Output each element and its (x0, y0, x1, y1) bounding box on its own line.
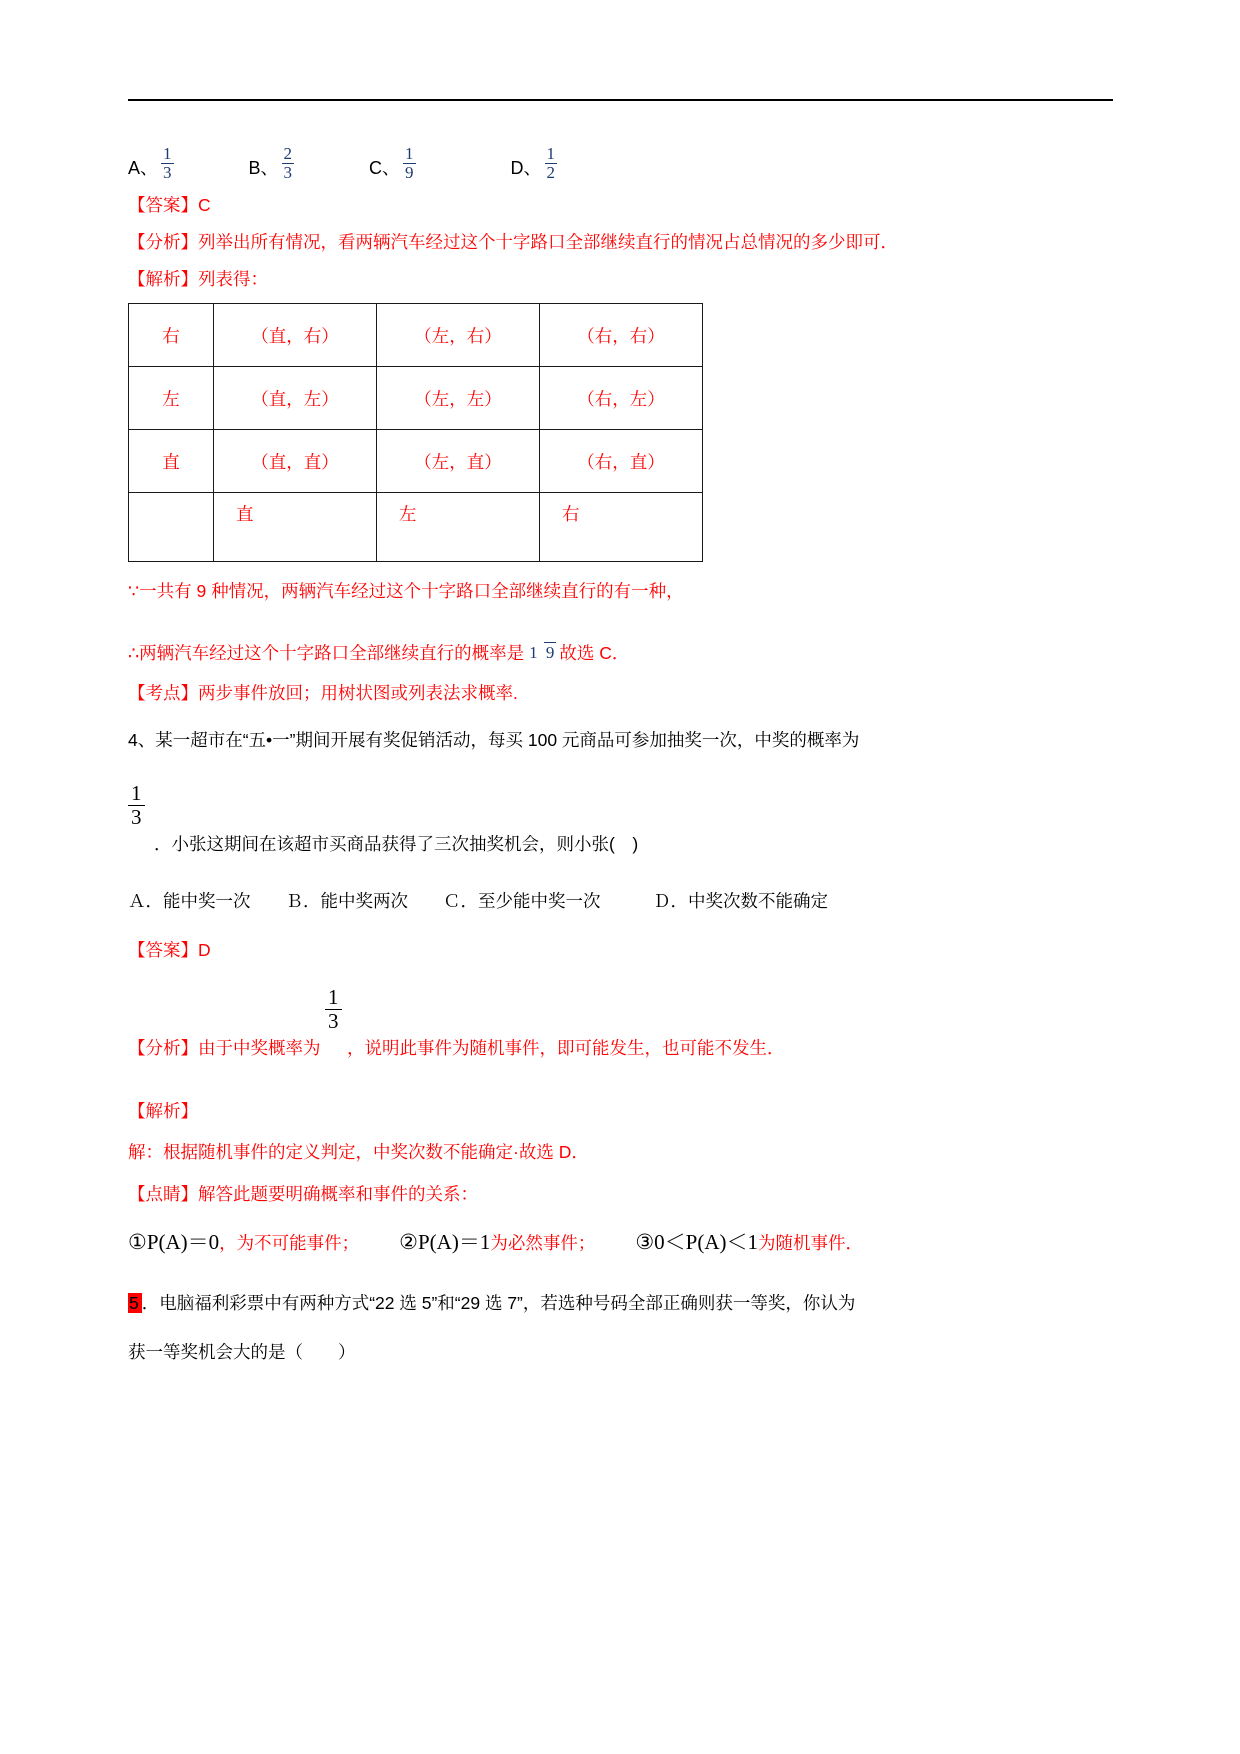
table-cell: （左，左） (377, 367, 540, 430)
q3-option-a-fraction (161, 145, 174, 182)
q4-analysis-row (128, 985, 1118, 1062)
q4-options-line: Ａ．能中奖一次 Ｂ．能中奖两次 Ｃ．至少能中奖一次 Ｄ．中奖次数不能确定 (128, 891, 828, 911)
table-cell: 左 (377, 493, 540, 562)
q4-formula-2: ②P(A)＝1 (399, 1229, 491, 1254)
q3-option-b-label: B、 (248, 158, 279, 178)
q3-option-d-label: D、 (510, 158, 542, 178)
q4-analysis-fraction-numerator: 1 (328, 985, 339, 1010)
q3-option-c-label: C、 (369, 158, 401, 178)
q4-dianjing-line: 【点睛】解答此题要明确概率和事件的关系： (128, 1183, 478, 1204)
document-content (128, 120, 1118, 1380)
q3-option-a-denominator: 3 (163, 162, 172, 182)
q4-formula-row (128, 1226, 1118, 1256)
q5-stem-line-1 (128, 1290, 1118, 1317)
q3-conclusion-count: ∵一共有 9 种情况，两辆汽车经过这个十字路口全部继续直行的有一种， (128, 581, 684, 602)
q3-option-d (511, 145, 561, 182)
q3-option-a-label: A、 (128, 158, 159, 178)
q3-option-a (128, 145, 177, 182)
table-cell: （右，右） (540, 304, 703, 367)
table-row-header: 左 (129, 367, 214, 430)
table-row (129, 493, 703, 562)
q4-analysis-fraction (325, 986, 342, 1033)
q3-outcome-table (128, 303, 703, 562)
q3-conclusion-probability-prefix: ∴两辆汽车经过这个十字路口全部继续直行的概率是 (128, 642, 525, 663)
q3-conclusion-fraction (527, 644, 556, 662)
q3-option-d-fraction (545, 145, 558, 182)
q3-option-a-numerator: 1 (163, 143, 172, 163)
table-row (129, 304, 703, 367)
q4-formula-3: ③0＜P(A)＜1 (635, 1229, 759, 1254)
q3-option-c (369, 145, 419, 182)
q4-formula-3-tail: 为随机事件． (758, 1232, 864, 1253)
table-row-header (129, 493, 214, 562)
q3-analysis-line: 【分析】列举出所有情况，看两辆汽车经过这个十字路口全部继续直行的情况占总情况的多少即可． (128, 232, 898, 253)
q4-stem-line-2: ．小张这期间在该超市买商品获得了三次抽奖机会，则小张( ) (154, 834, 639, 854)
q4-stem-fraction-row (128, 781, 1118, 858)
q4-answer-line: 【答案】D (128, 940, 211, 961)
q5-stem-line-1-text: ．电脑福利彩票中有两种方式“22 选 5”和“29 选 7”，若选种号码全部正确则获一等奖，你认为 (141, 1292, 856, 1313)
q4-analysis-suffix: ，说明此事件为随机事件，即可能发生，也可能不发生． (347, 1038, 785, 1059)
table-row (129, 367, 703, 430)
q4-stem-fraction-denominator: 3 (128, 805, 145, 829)
q3-option-b-denominator: 3 (283, 162, 293, 182)
table-cell: （左，右） (377, 304, 540, 367)
q4-formula-2-tail: 为必然事件； (490, 1232, 596, 1253)
q3-conclusion-fraction-denominator: 9 (545, 642, 555, 662)
q4-stem-line-1: 4、某一超市在“五•一”期间开展有奖促销活动，每买 100 元商品可参加抽奖一次，中奖的概率为 (128, 729, 860, 750)
table-cell: （直，直） (214, 430, 377, 493)
q3-conclusion-fraction-numerator: 1 (529, 642, 538, 662)
q4-stem-fraction-numerator: 1 (131, 781, 142, 805)
q5-stem-line-2: 获一等奖机会大的是（ ） (128, 1341, 356, 1362)
q4-stem-fraction (128, 782, 145, 829)
q4-formula-1: ①P(A)＝0 (128, 1229, 220, 1254)
q3-conclusion-probability-suffix: 故选 C． (559, 642, 630, 663)
q3-option-d-denominator: 2 (546, 162, 556, 182)
table-row-header: 右 (129, 304, 214, 367)
q3-conclusion-probability (128, 640, 1118, 666)
q3-option-c-denominator: 9 (405, 162, 414, 182)
q3-options-row (128, 120, 1118, 182)
table-row (129, 430, 703, 493)
header-divider-rule (128, 99, 1113, 101)
table-cell: （右，左） (540, 367, 703, 430)
q3-option-d-numerator: 1 (546, 143, 556, 163)
q3-option-c-numerator: 1 (405, 143, 414, 163)
q3-answer-line: 【答案】C (128, 195, 211, 215)
table-cell: 直 (214, 493, 377, 562)
q3-solution-label: 【解析】列表得： (128, 269, 268, 290)
q3-option-c-fraction (403, 145, 416, 182)
table-cell: 右 (540, 493, 703, 562)
q3-option-b-numerator: 2 (283, 143, 293, 163)
table-row-header: 直 (129, 430, 214, 493)
q3-kaodian-line: 【考点】两步事件放回；用树状图或列表法求概率. (128, 682, 518, 703)
table-cell: （直，左） (214, 367, 377, 430)
q5-number-marker: 5 (128, 1293, 142, 1313)
table-cell: （右，直） (540, 430, 703, 493)
table-cell: （直，右） (214, 304, 377, 367)
q4-analysis-fraction-denominator: 3 (325, 1009, 342, 1033)
q4-jiexi-label: 【解析】 (128, 1101, 198, 1122)
q4-analysis-prefix: 【分析】由于中奖概率为 (128, 1038, 321, 1059)
q3-option-b (249, 145, 298, 182)
q4-jie-line: 解：根据随机事件的定义判定，中奖次数不能确定·故选 D． (128, 1142, 589, 1163)
table-cell: （左，直） (377, 430, 540, 493)
q3-option-b-fraction (282, 145, 295, 182)
q4-formula-1-tail: ，为不可能事件； (219, 1232, 360, 1253)
